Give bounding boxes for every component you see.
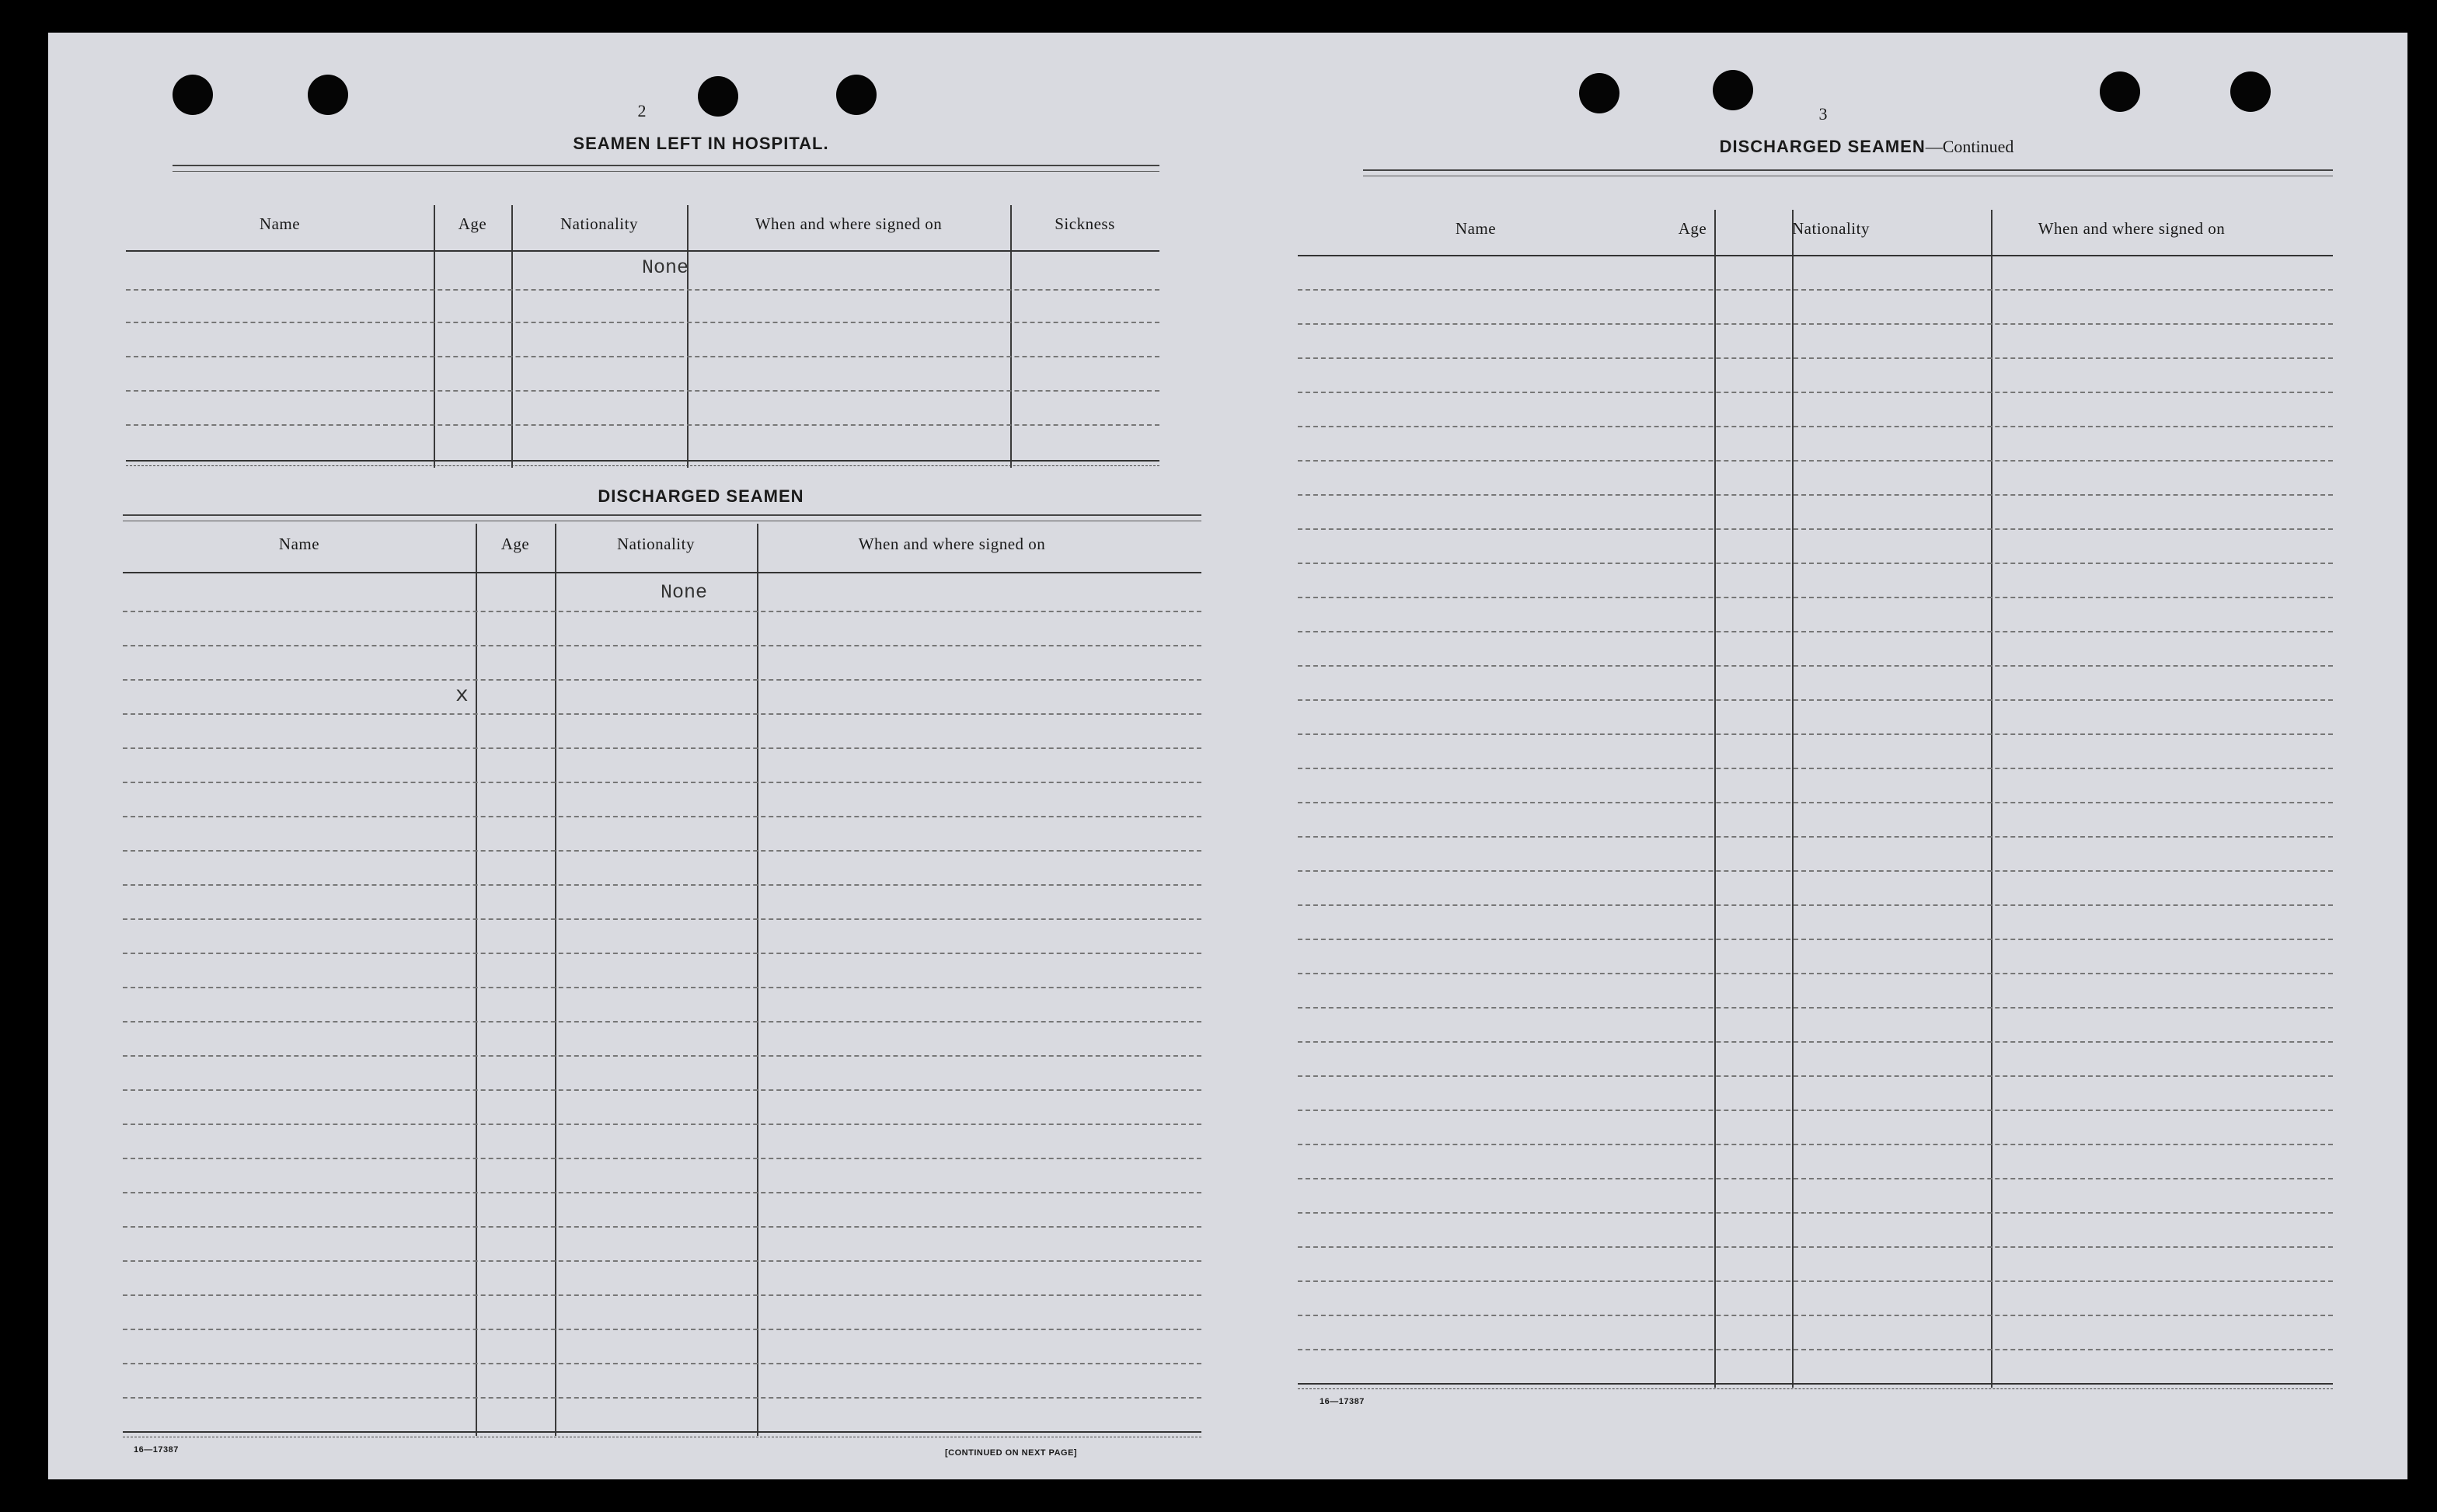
table-row [1298, 323, 2333, 325]
table-row [1298, 973, 2333, 974]
section-title-main: DISCHARGED SEAMEN [1719, 137, 1926, 156]
column-header-name: Name [278, 535, 320, 553]
table-row [123, 1124, 1201, 1125]
column-header-age: Age [1678, 219, 1707, 238]
table-row [126, 390, 1159, 392]
page-number: 3 [1818, 104, 1828, 124]
table-row [123, 987, 1201, 988]
table-row [123, 1329, 1201, 1330]
discharged-section-title: DISCHARGED SEAMEN [598, 486, 804, 506]
table-row [1298, 733, 2333, 735]
table-row [1298, 289, 2333, 291]
header-rule [1298, 255, 2333, 256]
table-row [1298, 631, 2333, 632]
table-row [1298, 357, 2333, 359]
table-row [1298, 1041, 2333, 1043]
table-row [123, 1192, 1201, 1193]
hospital-section-title: SEAMEN LEFT IN HOSPITAL. [573, 134, 829, 153]
punch-hole [698, 76, 738, 117]
table-row [123, 1397, 1201, 1399]
table-row [1298, 1007, 2333, 1009]
table-bottom-rule [126, 460, 1159, 466]
column-header-signed-on: When and where signed on [2038, 219, 2226, 238]
table-row [123, 611, 1201, 612]
column-divider [1991, 210, 1992, 1388]
table-row [123, 1021, 1201, 1023]
table-row [126, 289, 1159, 291]
column-header-nationality: Nationality [617, 535, 695, 553]
hospital-entry-none: None [642, 256, 689, 279]
table-row [1298, 1178, 2333, 1179]
continued-note: [CONTINUED ON NEXT PAGE] [945, 1448, 1078, 1458]
table-row [123, 918, 1201, 920]
table-row [1298, 699, 2333, 701]
table-row [1298, 939, 2333, 940]
header-rule [123, 572, 1201, 573]
table-row [123, 1055, 1201, 1057]
table-row [1298, 597, 2333, 598]
column-divider [476, 524, 477, 1436]
column-divider [1010, 205, 1012, 468]
table-row [1298, 1315, 2333, 1316]
table-row [123, 953, 1201, 954]
ledger-sheet [48, 33, 2407, 1479]
table-row [126, 356, 1159, 357]
table-bottom-rule [1298, 1383, 2333, 1389]
table-row [1298, 1349, 2333, 1350]
table-row [1298, 1212, 2333, 1214]
table-row [1298, 460, 2333, 462]
table-row [123, 747, 1201, 749]
table-row [1298, 665, 2333, 667]
punch-hole [2230, 71, 2271, 112]
column-header-nationality: Nationality [1792, 219, 1870, 238]
table-row [1298, 392, 2333, 393]
table-row [123, 1294, 1201, 1296]
table-row [123, 645, 1201, 646]
table-row [123, 1363, 1201, 1364]
hospital-table [126, 165, 1159, 471]
table-row [123, 884, 1201, 886]
header-rule [126, 250, 1159, 252]
column-header-name: Name [259, 214, 301, 233]
discharged-continued-table [1298, 169, 2333, 1392]
form-number: 16—17387 [1320, 1397, 1365, 1406]
table-top-rule [123, 514, 1201, 521]
column-header-name: Name [1455, 219, 1497, 238]
punch-hole [1579, 73, 1619, 113]
table-row [123, 850, 1201, 852]
column-header-signed-on: When and where signed on [858, 535, 1046, 553]
column-divider [757, 524, 758, 1436]
table-row [1298, 494, 2333, 496]
section-title-suffix: —Continued [1925, 137, 2014, 156]
table-row [123, 1260, 1201, 1262]
column-divider [434, 205, 435, 468]
table-row [123, 1158, 1201, 1159]
table-row [123, 1089, 1201, 1091]
punch-hole [836, 75, 877, 115]
table-row [1298, 1246, 2333, 1248]
punch-hole [308, 75, 348, 115]
column-header-age: Age [458, 214, 487, 233]
column-header-nationality: Nationality [560, 214, 638, 233]
table-row [1298, 1144, 2333, 1145]
table-row [1298, 563, 2333, 564]
column-header-age: Age [500, 535, 530, 553]
column-divider [555, 524, 556, 1436]
table-row [1298, 768, 2333, 769]
column-header-signed-on: When and where signed on [755, 214, 943, 233]
punch-hole [2100, 71, 2140, 112]
column-divider [687, 205, 689, 468]
column-header-sickness: Sickness [1055, 214, 1115, 233]
table-row [1298, 870, 2333, 872]
table-row [123, 782, 1201, 783]
discharged-entry-none: None [661, 581, 708, 604]
stray-x-mark: x [455, 684, 469, 708]
punch-hole [1713, 70, 1753, 110]
table-row [1298, 426, 2333, 427]
form-number: 16—17387 [134, 1445, 179, 1455]
table-row [1298, 836, 2333, 838]
table-row [1298, 528, 2333, 530]
table-row [123, 816, 1201, 817]
table-row [1298, 1280, 2333, 1282]
table-row [123, 679, 1201, 681]
table-row [1298, 1110, 2333, 1111]
discharged-table [123, 514, 1201, 1442]
page-number: 2 [637, 101, 647, 120]
table-row [123, 713, 1201, 715]
column-divider [511, 205, 513, 468]
table-row [1298, 802, 2333, 803]
table-row [1298, 904, 2333, 906]
column-divider [1714, 210, 1716, 1388]
table-row [126, 322, 1159, 323]
table-top-rule [1363, 169, 2333, 176]
table-bottom-rule [123, 1431, 1201, 1437]
table-top-rule [173, 165, 1159, 172]
discharged-continued-title [1556, 137, 2177, 157]
table-row [1298, 1075, 2333, 1077]
punch-hole [173, 75, 213, 115]
column-divider [1792, 210, 1794, 1388]
table-row [126, 424, 1159, 426]
table-row [123, 1226, 1201, 1228]
